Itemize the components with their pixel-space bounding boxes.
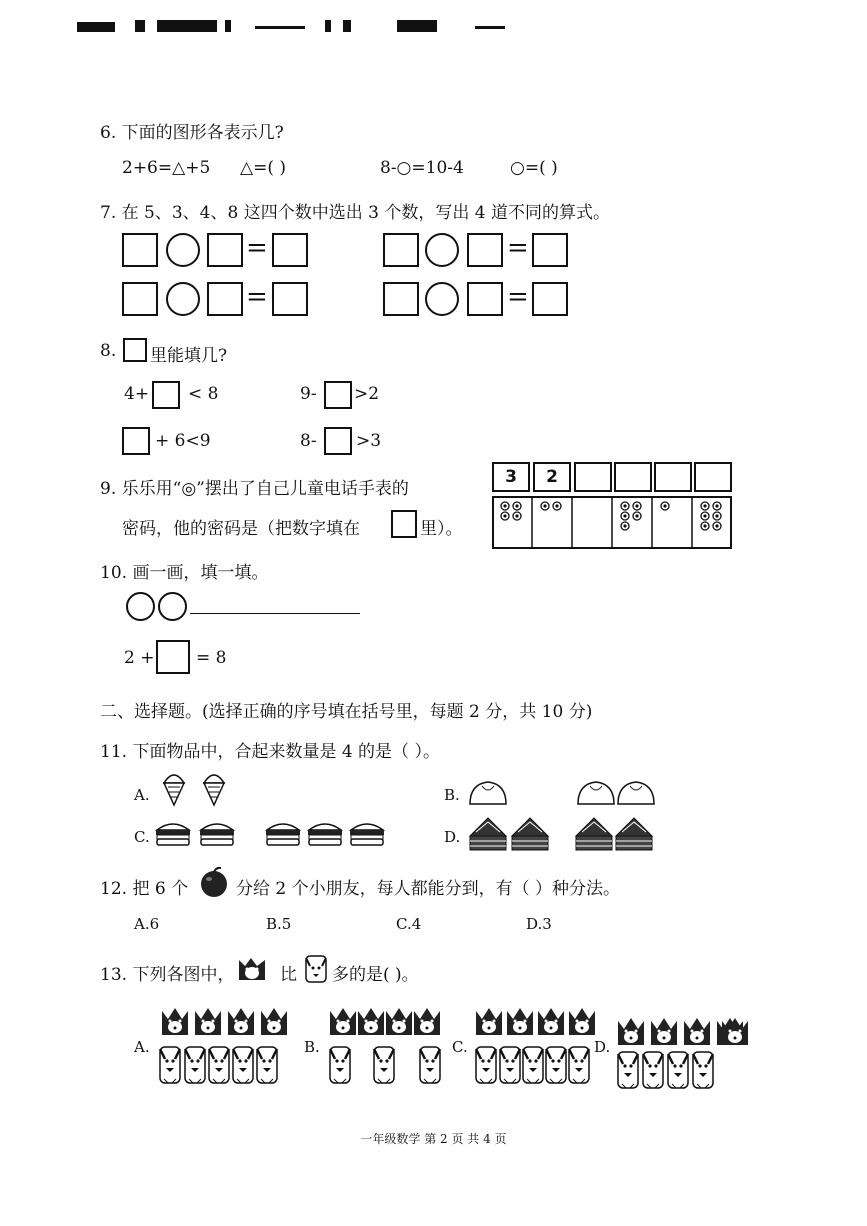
husky-icon: [358, 1008, 384, 1035]
q12-suffix: 分给 2 个小朋友，每人都能分到，有（ ）种分法。: [236, 879, 621, 899]
puppy-icon: [693, 1052, 713, 1088]
q6-left-equation: 2+6=△+5: [122, 158, 211, 178]
puppy-icon: [476, 1047, 496, 1083]
q9-line2b: 里）。: [420, 519, 463, 539]
q10-title: 10. 画一画，填一填。: [100, 563, 269, 583]
q8-r1a-suffix: < 8: [188, 384, 219, 404]
puppy-icon: [668, 1052, 688, 1088]
puppy-icon: [420, 1047, 440, 1083]
q10-eq-suffix: = 8: [196, 648, 227, 668]
q11-option-b[interactable]: B.: [444, 786, 460, 804]
page-footer: 一年级数学 第 2 页 共 4 页: [360, 1132, 507, 1146]
husky-icon: [569, 1008, 595, 1035]
section2-heading: 二、选择题。(选择正确的序号填在括号里，每题 2 分，共 10 分): [100, 702, 593, 722]
husky-icon: [651, 1018, 677, 1045]
q13-compare-word: 比: [280, 965, 297, 985]
q13-option-d[interactable]: D.: [594, 1038, 611, 1056]
q8-r2b-suffix: >3: [356, 431, 382, 451]
puppy-icon: [374, 1047, 394, 1083]
q13-option-c[interactable]: C.: [452, 1038, 468, 1056]
puppy-icon: [546, 1047, 566, 1083]
equals-sign: =: [507, 233, 529, 263]
q11-option-a[interactable]: A.: [134, 786, 150, 804]
q8-r1b-suffix: >2: [354, 384, 380, 404]
q8-number: 8.: [100, 341, 117, 361]
husky-icon: [722, 1018, 748, 1045]
q8-title: 里能填几?: [150, 346, 228, 366]
husky-icon: [538, 1008, 564, 1035]
husky-icon: [330, 1008, 356, 1035]
q12-option-b[interactable]: B.5: [266, 915, 292, 933]
q6-circle-answer[interactable]: ○=( ): [510, 158, 558, 178]
password-digit-box[interactable]: 3: [492, 462, 530, 492]
husky-icon: [414, 1008, 440, 1035]
q7-title: 7. 在 5、3、4、8 这四个数中选出 3 个数，写出 4 道不同的算式。: [100, 203, 610, 223]
husky-icon: [261, 1008, 287, 1035]
q12-prefix: 12. 把 6 个: [100, 879, 189, 899]
q8-r2a-suffix: + 6<9: [155, 431, 211, 451]
husky-icon: [507, 1008, 533, 1035]
q11-option-d[interactable]: D.: [444, 828, 461, 846]
q6-triangle-answer[interactable]: △=( ): [240, 158, 286, 178]
q11-title: 11. 下面物品中，合起来数量是 4 的是（ ）。: [100, 742, 440, 762]
puppy-icon: [500, 1047, 520, 1083]
q11-option-c[interactable]: C.: [134, 828, 150, 846]
q10-eq-prefix: 2 +: [124, 648, 155, 668]
puppy-icon: [185, 1047, 205, 1083]
puppy-icon: [618, 1052, 638, 1088]
q13-option-a[interactable]: A.: [134, 1038, 150, 1056]
husky-icon: [386, 1008, 412, 1035]
equals-sign: =: [246, 233, 268, 263]
equals-sign: =: [507, 282, 529, 312]
husky-icon: [195, 1008, 221, 1035]
q13-suffix: 多的是( )。: [332, 965, 419, 985]
q13-prefix: 13. 下列各图中，: [100, 965, 235, 985]
puppy-icon: [257, 1047, 277, 1083]
puppy-icon: [330, 1047, 350, 1083]
q12-option-d[interactable]: D.3: [526, 915, 552, 933]
puppy-icon: [569, 1047, 589, 1083]
husky-icon: [162, 1008, 188, 1035]
equals-sign: =: [246, 282, 268, 312]
husky-icon: [476, 1008, 502, 1035]
puppy-icon: [523, 1047, 543, 1083]
q8-r1a-prefix: 4+: [124, 384, 150, 404]
puppy-icon: [160, 1047, 180, 1083]
puppy-icon: [233, 1047, 253, 1083]
q12-option-a[interactable]: A.6: [134, 915, 160, 933]
q13-option-b[interactable]: B.: [304, 1038, 320, 1056]
q8-r2b-prefix: 8-: [300, 431, 317, 451]
husky-icon: [228, 1008, 254, 1035]
q9-line1: 9. 乐乐用“◎”摆出了自己儿童电话手表的: [100, 479, 409, 499]
q6-title: 6. 下面的图形各表示几?: [100, 123, 284, 143]
husky-icon: [684, 1018, 710, 1045]
password-digit-box[interactable]: 2: [533, 462, 571, 492]
husky-icon: [618, 1018, 644, 1045]
q6-middle-equation: 8-○=10-4: [380, 158, 464, 178]
puppy-icon: [643, 1052, 663, 1088]
q12-option-c[interactable]: C.4: [396, 915, 422, 933]
puppy-icon: [209, 1047, 229, 1083]
q8-r1b-prefix: 9-: [300, 384, 317, 404]
q9-line2a: 密码，他的密码是（把数字填在: [122, 519, 360, 539]
